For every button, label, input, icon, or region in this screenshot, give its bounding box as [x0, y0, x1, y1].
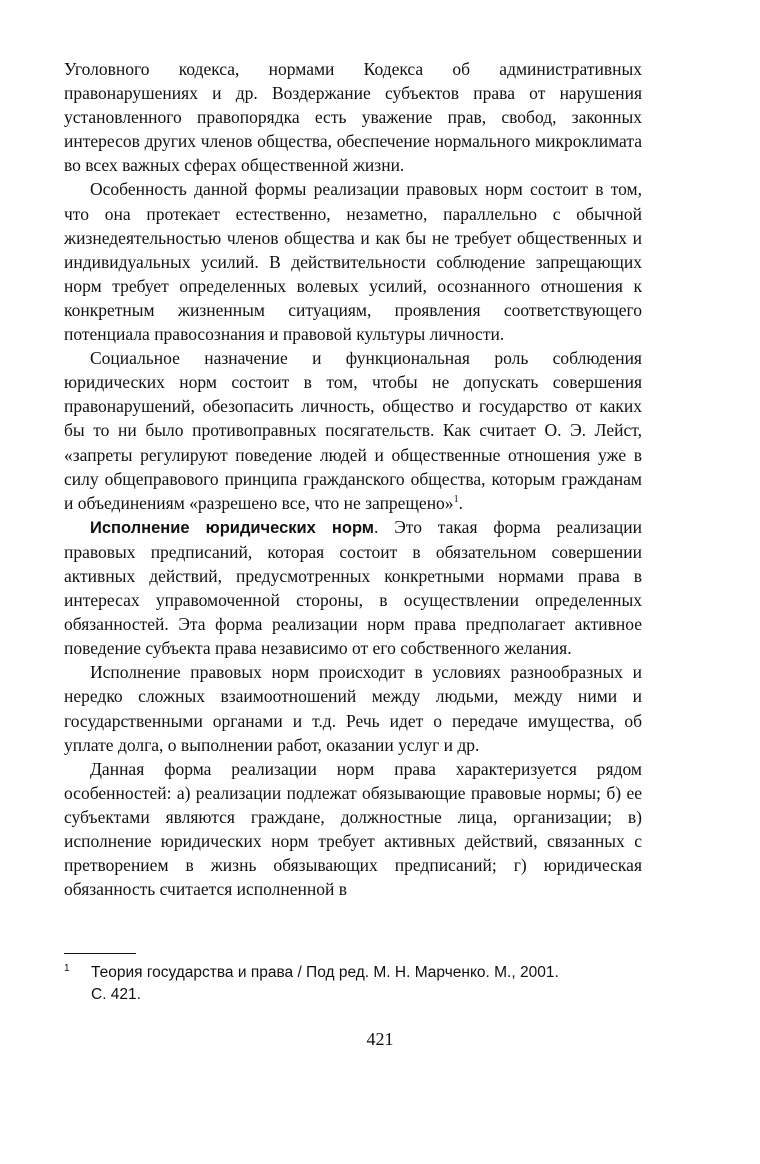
footnote-divider: [64, 953, 136, 954]
paragraph-text: Социальное назначение и функциональная роль соблюдения юридических норм состоит в том, чтобы не допускать совершения правонарушений, обезопасить личность, общество и государство от каких бы то ни было противоправных посягательств. Как считает О. Э. Лейст, «запреты регулируют поведение людей и общественные отношения уже в силу общеправового принципа гражданского общества, которым гражданам и объединениям «разрешено все, что не запрещено»: [64, 348, 642, 513]
paragraph-execution: [64, 515, 642, 661]
footnote-reference: 1: [453, 493, 459, 505]
paragraph-text: . Это такая форма реализации правовых предписаний, которая состоит в обязательном совершении активных действий, предусмотренных конкретными нормами права в интересах управомоченной стороны, в осуществлении определенных обязанностей. Эта форма реализации норм права предполагает активное поведение субъекта права независимо от его собственного желания.: [64, 516, 642, 659]
paragraph-characteristics: [64, 757, 642, 902]
page-number: 421: [366, 1029, 394, 1049]
paragraph-continuation: [64, 57, 642, 177]
paragraph-text-end: .: [458, 492, 463, 513]
footnote-text: Теория государства и права / Под ред. М. Н. Марченко. М., 2001.: [91, 964, 559, 981]
paragraph-lead-term: Исполнение юридических норм: [90, 518, 375, 537]
footnote-line: [64, 962, 642, 984]
paragraph-text: Особенность данной формы реализации правовых норм состоит в том, что она протекает естественно, незаметно, параллельно с обычной жизнедеятельностью членов общества и как бы не требует общественных и индивидуальных усилий. В действительности соблюдение запрещающих норм требует определенных волевых усилий, осознанного отношения к конкретным жизненным ситуациям, проявления соответствующего потенциала правосознания и правовой культуры личности.: [64, 179, 642, 345]
paragraph-features: [64, 177, 642, 346]
main-text: [64, 57, 642, 901]
paragraph-text: Уголовного кодекса, нормами Кодекса об административных правонарушениях и др. Воздержание субъектов права от нарушения установленного правопорядка есть уважение прав, свобод, законных интересов других членов общества, обеспечение нормального микроклимата во всех важных сферах общественной жизни.: [64, 59, 642, 176]
footnote-mark: 1: [64, 963, 70, 974]
paragraph-social-purpose: [64, 346, 642, 515]
paragraph-conditions: [64, 660, 642, 756]
paragraph-text: Данная форма реализации норм права характеризуется рядом особенностей: а) реализации подлежат обязывающие правовые нормы; б) ее субъектами являются граждане, должностные лица, организации; в) исполнение юридических норм требует активных действий, связанных с претворением в жизнь обязывающих предписаний; г) юридическая обязанность считается исполненной в: [64, 758, 642, 900]
footnote: [64, 962, 642, 1005]
paragraph-text: Исполнение правовых норм происходит в условиях разнообразных и нередко сложных взаимоотношений между людьми, между ними и государственными органами и т.д. Речь идет о передаче имущества, об уплате долга, о выполнении работ, оказании услуг и др.: [64, 662, 642, 755]
footnote-line-continued: С. 421.: [91, 985, 141, 1003]
